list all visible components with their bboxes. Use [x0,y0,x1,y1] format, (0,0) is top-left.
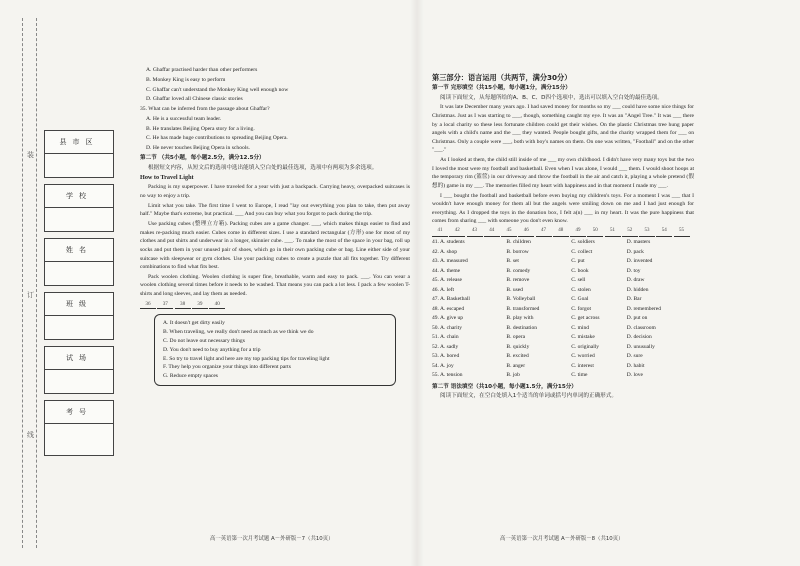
answer-option[interactable]: 48. A. escaped [432,305,465,312]
cloze-blank[interactable]: 45 [501,227,517,237]
answer-option[interactable]: D. hidden [626,286,649,293]
box-option-e[interactable]: E. So try to travel light and here are my top packing tips for traveling light [163,355,330,362]
q34-option-a[interactable]: A. Ghaffar practised harder than other performers [146,67,258,73]
answer-option[interactable]: D. decision [626,334,652,341]
school-box[interactable] [44,184,114,232]
answer-option[interactable]: C. collect [571,248,593,255]
name-label: 姓名 [66,246,92,254]
answer-row [432,333,694,343]
answer-option[interactable]: B. used [506,286,523,293]
grammar-instruction: 阅读下面短文，在空白处填入1个适当的单词或括号内单词的正确形式。 [440,393,617,400]
answer-option[interactable]: B. transformed [506,305,540,312]
answer-option[interactable]: B. set [506,258,519,265]
answer-option[interactable]: D. sure [626,353,643,360]
answer-row [432,248,694,258]
box-option-f[interactable]: F. They help you organize your things into different parts [163,364,291,371]
answer-option[interactable]: B. comedy [506,267,531,274]
cloze-blank[interactable]: 48 [553,227,569,237]
answer-option[interactable]: 47. A. Basketball [432,296,470,303]
q35-option-d[interactable]: D. He never touches Beijing Opera in schools. [146,145,250,152]
left-footer: 高一英语第一次月考试题 A－外研版－7（共10页） [210,536,334,542]
answer-row [432,305,694,315]
answer-row [432,314,694,324]
answer-option[interactable]: C. time [571,372,588,379]
answer-option[interactable]: C. sell [571,277,586,284]
cloze-instruction: 阅读下面短文，从每题所给的A、B、C、D四个选项中，选出可以填入空白处的最佳选项。 [440,94,663,101]
answer-row [432,371,694,381]
answer-option[interactable]: C. interest [571,362,594,369]
answer-option[interactable]: B. Volleyball [506,296,536,303]
cloze-blank[interactable]: 44 [484,227,500,237]
cloze-paragraph: As I looked at them, the child still inside of me ___ my own childhood. I didn't have very many toys but the two I loved the most were my football and basketball. Even when I was alone, I would ___ them. I would shoot hoops at the temporary rim (篮筐) in our driveway and throw the football in the air and catch it, playing a whole pretend (假想的) game in my ___. The memories filled my heart with happiness and in that moment I made my ___. [432,157,694,189]
q35-option-c[interactable]: C. He has made huge contributions to spreading Beijing Opera. [146,135,288,142]
answer-option[interactable]: C. mind [571,324,589,331]
answer-option[interactable]: 53. A. bored [432,353,460,360]
blank-numbers [140,300,410,310]
exam-number-box[interactable] [44,400,114,456]
center-fold [410,0,424,566]
answer-option[interactable]: D. unusually [626,343,655,350]
passage-paragraph: Limit what you take. The first time I went to Europe, I read "lay out everything you plan to take, then put away half." Maybe that's extreme, but practical. ___ And you can buy what you forgot to pack during the trip. [140,202,410,218]
answer-option[interactable]: B. children [506,239,531,246]
exam-room-box[interactable] [44,346,114,394]
cloze-blank[interactable]: 50 [587,227,603,237]
cloze-blank[interactable]: 42 [449,227,465,237]
class-box[interactable] [44,292,114,340]
answer-option[interactable]: 49. A. give up [432,315,464,322]
answer-option[interactable]: B. opera [506,334,526,341]
cloze-blank[interactable]: 53 [639,227,655,237]
blank-36[interactable]: 36 [140,300,156,310]
cloze-blank[interactable]: 46 [518,227,534,237]
answer-row [432,295,694,305]
answer-option[interactable]: C. worried [571,353,595,360]
answer-option[interactable]: B. remove [506,277,530,284]
q35-option-a[interactable]: A. He is a successful team leader. [146,115,222,122]
answer-option[interactable]: B. destination [506,324,537,331]
cloze-blank[interactable]: 51 [605,227,621,237]
answer-option[interactable]: C. soldiers [571,239,595,246]
answer-option[interactable]: C. forgot [571,305,591,312]
answer-option[interactable]: D. habit [626,362,645,369]
answer-option[interactable]: 43. A. measured [432,258,468,265]
county-box[interactable] [44,130,114,178]
blank-37[interactable]: 37 [157,300,173,310]
answer-option[interactable]: C. originally [571,343,600,350]
answer-option[interactable]: B. play with [506,315,534,322]
section2-heading: 第二节 （共5小题，每小题2.5分，满分12.5分） [140,155,265,162]
answer-option[interactable]: B. borrow [506,248,529,255]
answer-option[interactable]: C. book [571,267,589,274]
answer-row [432,324,694,334]
name-box[interactable] [44,238,114,286]
cloze-blank[interactable]: 47 [536,227,552,237]
cloze-blank-numbers [432,227,694,237]
answer-option[interactable]: 41. A. students [432,239,465,246]
answer-option[interactable]: C. mistake [571,334,595,341]
passage-paragraph: Packing is my superpower. I have traveled for a year with just a backpack. Carrying heavy, overpacked suitcases is no way to enjoy a trip. [140,184,410,199]
strip-mark: 装 [27,151,34,159]
strip-mark: 订 [27,291,34,299]
answer-option[interactable]: D. put on [626,315,648,322]
answer-row [432,238,694,248]
answer-option[interactable]: D. classroom [626,324,656,331]
answer-row [432,257,694,267]
cloze-blank[interactable]: 52 [622,227,638,237]
q34-option-d[interactable]: D. Ghaffar loved all Chinese classic stories [146,96,243,103]
exam-room-label: 试场 [66,354,92,362]
box-option-b[interactable]: B. When traveling, we really don't need as much as we think we do [163,329,314,336]
answer-option[interactable]: 45. A. release [432,277,462,284]
answer-option[interactable]: B. quickly [506,343,530,350]
answer-option[interactable]: 54. A. joy [432,362,454,369]
answer-row [432,286,694,296]
passage-paragraph: Use packing cubes (整理立方箱). Packing cubes are a game changer. ___, which makes things easier to find and makes re-packing much easier. Cubes come in different sizes. I use a standard rectangular (方形) one for most of my clothes and put shirts and underwear in a longer, skinnier cube. ___. To make the most of the space in your bag, roll up socks and put them in your unused pair of shoes, which go in their own packing cube or bag. Line either side of your suitcase with sleepwear or gym clothes. Use your packing cubes to create a puzzle that all fits together. Try different combinations to find what fits best. [140,221,410,271]
school-label: 学校 [66,192,92,200]
answer-row [432,276,694,286]
q34-option-c[interactable]: C. Ghaffar can't understand the Monkey King well enough now [146,86,289,93]
q35-option-b[interactable]: B. He translates Beijing Opera story for a living. [146,125,255,132]
blank-39[interactable]: 39 [192,300,208,310]
answer-option[interactable]: D. toy [626,267,641,274]
answer-options-table [432,238,694,381]
passage-paragraph: Pack woolen clothing. Woolen clothing is super fine, breathable, warm and easy to pack. ___. You can wear a woolen clothing several times before it needs to be washed. That means you can pack a lot less. I pack a few woolen T-shirts and long sleeves, and lay them as needed. [140,273,410,298]
box-option-d[interactable]: D. You don't need to buy anything for a trip [163,346,261,353]
county-label: 县市区 [59,138,99,146]
answer-option[interactable]: B. anger [506,362,526,369]
blank-40[interactable]: 40 [209,300,225,310]
answer-option[interactable]: D. invented [626,258,653,265]
answer-row [432,267,694,277]
answer-option[interactable]: C. put [571,258,585,265]
answer-option[interactable]: 55. A. tension [432,372,463,379]
passage-title: How to Travel Light [140,173,194,181]
section2-instruction: 根据短文内容，从短文后的选项中选出能填入空白处的最佳选项，选项中有两项为多余选项。 [148,164,378,171]
answer-option[interactable]: D. remembered [626,305,661,312]
answer-option[interactable]: 46. A. left [432,286,454,293]
blank-38[interactable]: 38 [175,300,191,310]
cloze-heading: 第一节 完形填空（共15小题，每小题1分，满分15分） [432,84,571,91]
answer-row [432,362,694,372]
answer-option[interactable]: D. pack [626,248,644,255]
fold-line [22,18,23,548]
exam-number-label: 考号 [66,408,92,416]
answer-option[interactable]: C. Goal [571,296,589,303]
answer-option[interactable]: B. excited [506,353,529,360]
answer-option[interactable]: 50. A. charity [432,324,462,331]
answer-option[interactable]: D. draw [626,277,645,284]
cut-line [36,18,37,548]
part-title: 第三部分：语言运用（共两节，满分30分） [432,73,572,82]
right-page [432,74,694,402]
answer-option[interactable]: D. Bar [626,296,642,303]
cloze-blank[interactable]: 41 [432,227,448,237]
answer-option[interactable]: 52. A. sadly [432,343,459,350]
strip-mark: 线 [27,431,34,439]
left-page [140,66,410,386]
box-option-c[interactable]: C. Do not leave out necessary things [163,338,245,345]
answer-option[interactable]: C. stolen [571,286,591,293]
binding-strip [0,0,120,566]
q34-option-b[interactable]: B. Monkey King is easy to perform [146,76,226,83]
answer-option[interactable]: C. get across [571,315,600,322]
answer-option[interactable]: B. job [506,372,520,379]
box-option-a[interactable]: A. It doesn't get dirty easily [163,320,225,327]
cloze-blank[interactable]: 43 [467,227,483,237]
answer-option[interactable]: 42. A. shop [432,248,458,255]
answer-row [432,352,694,362]
cloze-blank[interactable]: 49 [570,227,586,237]
q35-stem: 35. What can be inferred from the passage about Ghaffar? [140,106,270,113]
box-option-g[interactable]: G. Reduce empty spaces [163,373,218,380]
answer-option[interactable]: D. masters [626,239,651,246]
class-label: 班级 [66,300,92,308]
answer-option[interactable]: 51. A. chain [432,334,459,341]
cloze-blank[interactable]: 54 [656,227,672,237]
options-box [154,314,396,386]
answer-row [432,343,694,353]
cloze-paragraph: I ___ bought the football and basketball before even buying my children's toys. For a moment I was ___ that I wouldn't have enough money for them all but the angels were smiling down on me and I had just enough for everything. As I dropped the toys in the donation box, I felt a(n) ___ in my heart. It was the pure happiness that comes from sharing ___ with someone you don't even know. [432,192,694,225]
answer-option[interactable]: D. love [626,372,643,379]
cloze-blank[interactable]: 55 [674,227,690,237]
answer-option[interactable]: 44. A. theme [432,267,461,274]
right-footer: 高一英语第一次月考试题 A－外研版－8（共10页） [500,536,624,542]
grammar-heading: 第二节 语法填空（共10小题，每小题1.5分，满分15分） [432,383,577,390]
cloze-paragraph: It was late December many years ago. I had saved money for months so my ___ could have some nice things for Christmas. Just as I was starting to ___, though, something caught my eye. It was an "Angel Tree." It was ___ there by a local charity so these less fortunate children could get their wishes. On the plastic Christmas tree hung paper angels with a child's name and the ___ they wanted. People bought gifts, and the charity wrapped them for ___ on Christmas. Only a couple were ___, both with boy's names on them. On one was written, "Football" and on the other "___." [432,104,694,154]
